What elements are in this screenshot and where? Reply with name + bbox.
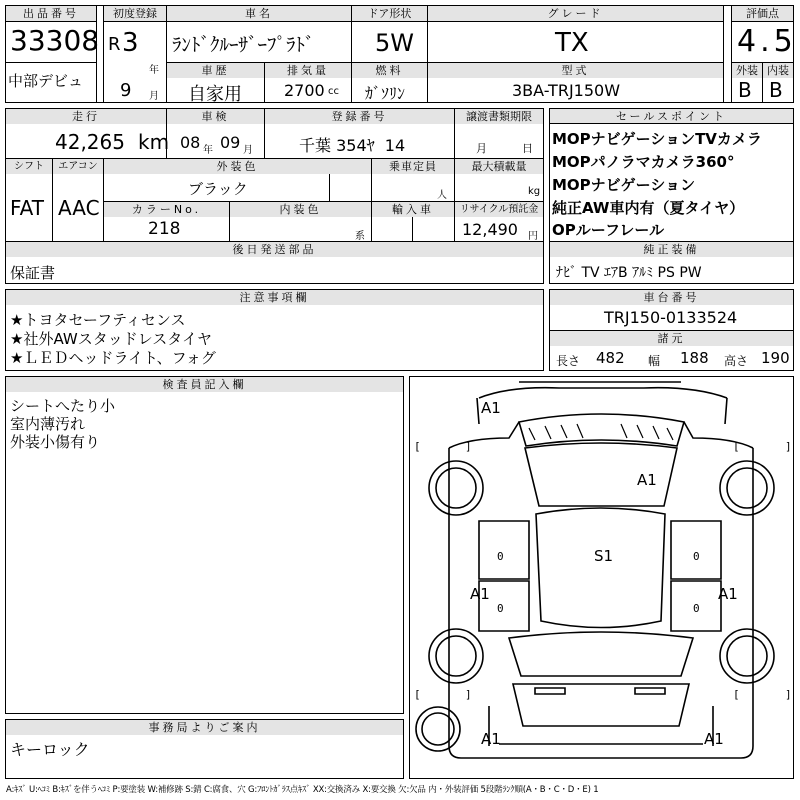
history-label: 車歴 (167, 63, 264, 78)
aircon-label: エアコン (53, 159, 103, 174)
chassis-title: 車台番号 (550, 290, 793, 305)
damage-mark: A1 (718, 585, 738, 603)
shift-label: シフト (6, 159, 52, 174)
grade-label: グレード (428, 6, 723, 21)
damage-mark: A1 (481, 399, 501, 417)
aircon-value: AAC (58, 196, 100, 220)
lot-number-label: 出品番号 (6, 6, 96, 21)
exterior-color-label: 外装色 (104, 159, 371, 174)
fuel-label: 燃料 (352, 63, 427, 78)
inspector-title: 検査員記入欄 (6, 377, 403, 392)
score-value: 4.5 (737, 24, 797, 59)
inspection-month-unit: 月 (243, 145, 253, 156)
year-value: 3 (122, 28, 139, 58)
office-title: 事務局よりご案内 (6, 720, 403, 735)
inspection-month: 09 (220, 133, 241, 152)
inspection-label: 車検 (167, 109, 264, 124)
auction-name: 中部デビュ (8, 72, 84, 90)
door-type-value: 5W (375, 29, 414, 57)
transfer-day-unit: 日 (522, 142, 533, 155)
note-item: ★社外AWスタッドレスタイヤ (10, 330, 212, 348)
recycle-unit: 円 (528, 231, 538, 242)
recycle-label: リサイクル預託金 (455, 202, 543, 217)
equipment-title: 純正装備 (550, 242, 793, 257)
svg-text:]: ] (465, 688, 472, 701)
inspector-line: シートへたり小 (10, 397, 116, 415)
displacement-value: 2700 (284, 81, 325, 100)
month-unit: 月 (149, 91, 159, 102)
delivery-parts-label: 後日発送部品 (6, 242, 543, 257)
interior-label: 内装 (763, 63, 793, 78)
displacement-label: 排気量 (265, 63, 351, 78)
delivery-parts-value: 保証書 (10, 264, 56, 282)
inspector-line: 室内薄汚れ (10, 415, 86, 433)
month-value: 9 (120, 80, 132, 101)
sales-point-item: MOPナビゲーション (552, 176, 696, 194)
transfer-month-unit: 月 (476, 142, 487, 155)
interior-color-label: 内装色 (230, 202, 371, 217)
capacity-label: 乗車定員 (372, 159, 454, 174)
displacement-unit: cc (328, 86, 339, 97)
damage-mark: A1 (704, 730, 724, 748)
score-label: 評価点 (732, 6, 793, 21)
svg-text:]: ] (785, 440, 792, 453)
note-item: ★ＬＥＤヘッドライト、フォグ (10, 349, 216, 367)
sales-point-item: MOPパノラマカメラ360° (552, 153, 735, 171)
damage-mark: A1 (637, 471, 657, 489)
model-label: 型式 (428, 63, 723, 78)
inspection-year: 08 (180, 133, 201, 152)
lot-number-value: 33308 (10, 24, 100, 57)
import-label: 輸入車 (372, 202, 454, 217)
length-value: 482 (596, 349, 625, 367)
svg-text:[: [ (733, 688, 740, 701)
notes-title: 注意事項欄 (6, 290, 543, 305)
first-registration-label: 初度登録 (104, 6, 166, 21)
svg-text:0: 0 (693, 602, 700, 615)
damage-mark: A1 (481, 730, 501, 748)
color-no-label: カラーNo. (104, 202, 229, 217)
svg-text:0: 0 (497, 602, 504, 615)
width-label: 幅 (648, 354, 661, 368)
sales-point-item: OPルーフレール (552, 221, 665, 239)
car-outline (409, 376, 794, 779)
svg-text:[: [ (414, 440, 421, 453)
sales-point-item: MOPナビゲーションTVカメラ (552, 130, 762, 148)
car-name-value: ﾗﾝﾄﾞｸﾙｰｻﾞｰﾌﾟﾗﾄﾞ (172, 34, 315, 56)
svg-text:]: ] (785, 688, 792, 701)
grade-value: TX (555, 28, 589, 58)
spec-title: 諸元 (550, 331, 793, 346)
length-label: 長さ (556, 354, 581, 368)
svg-text:]: ] (465, 440, 472, 453)
color-no-value: 218 (148, 219, 181, 239)
door-type-label: ドア形状 (352, 6, 427, 21)
year-unit: 年 (149, 65, 159, 76)
car-name-label: 車名 (167, 6, 351, 21)
model-value: 3BA-TRJ150W (512, 81, 621, 100)
height-value: 190 (761, 349, 790, 367)
exterior-label: 外装 (732, 63, 762, 78)
plate-label: 登録番号 (265, 109, 454, 124)
capacity-unit: 人 (437, 190, 447, 201)
mileage-label: 走行 (6, 109, 166, 124)
mileage-value: 42,265 (55, 130, 125, 154)
exterior-grade: B (738, 78, 752, 102)
legend-text: A:ｷｽﾞ U:ﾍｺﾐ B:ｷｽﾞを伴うﾍｺﾐ P:要塗装 W:補修跡 S:錆 C:腐食、穴 G:ﾌﾛﾝﾄｶﾞﾗｽ点ｷｽﾞ XX:交換済み X:要交換 欠:欠品 内・外装評価 5段階ﾗﾝｸ順(A・B・C・D・E) 1 (6, 785, 599, 795)
max-load-unit: kg (528, 186, 541, 197)
recycle-value: 12,490 (462, 220, 518, 239)
era-value: R (108, 34, 121, 55)
inspector-line: 外装小傷有り (10, 433, 101, 451)
svg-text:0: 0 (497, 550, 504, 563)
width-value: 188 (680, 349, 709, 367)
inspection-year-unit: 年 (203, 145, 213, 156)
chassis-value: TRJ150-0133524 (604, 308, 738, 327)
plate-value: 千葉 354ﾔ 14 (299, 136, 406, 155)
svg-text:[: [ (733, 440, 740, 453)
interior-color-unit: 系 (355, 231, 365, 242)
damage-mark: S1 (594, 547, 614, 565)
shift-value: FAT (10, 196, 45, 220)
note-item: ★トヨタセーフティセンス (10, 311, 186, 329)
sales-points-title: セールスポイント (550, 109, 793, 124)
fuel-value: ｶﾞｿﾘﾝ (365, 84, 406, 103)
sales-point-item: 純正AW車内有（夏タイヤ） (552, 199, 745, 217)
transfer-label: 譲渡書類期限 (455, 109, 543, 124)
history-value: 自家用 (188, 84, 242, 105)
interior-grade: B (769, 78, 783, 102)
office-value: キーロック (10, 740, 90, 759)
height-label: 高さ (724, 354, 749, 368)
mileage-unit: km (138, 130, 170, 154)
svg-text:[: [ (414, 688, 421, 701)
svg-text:0: 0 (693, 550, 700, 563)
equipment-value: ﾅﾋﾞ TV ｴｱB ｱﾙﾐ PS PW (556, 265, 702, 281)
damage-mark: A1 (470, 585, 490, 603)
max-load-label: 最大積載量 (455, 159, 543, 174)
exterior-color-value: ブラック (188, 180, 248, 198)
